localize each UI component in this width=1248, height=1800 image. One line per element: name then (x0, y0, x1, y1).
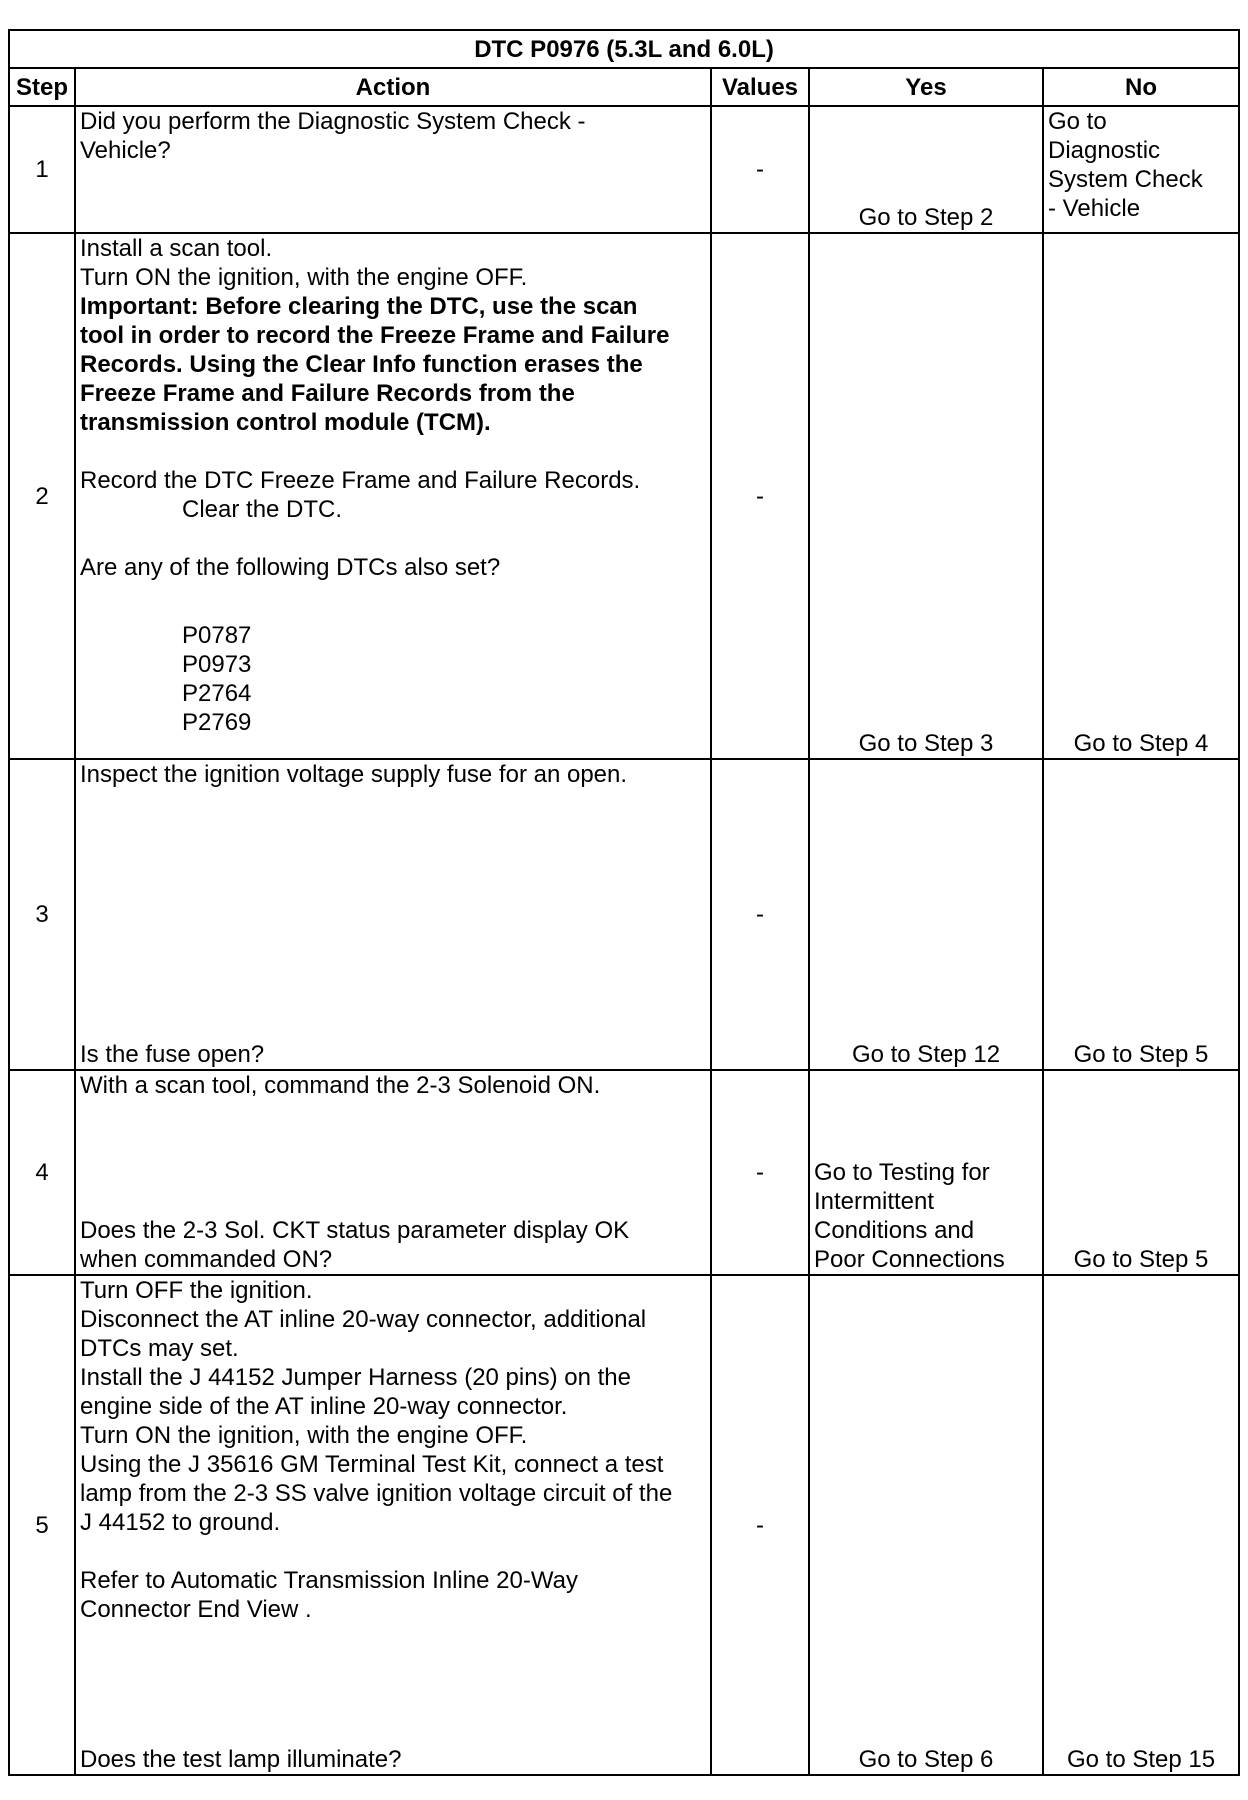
table-row (9, 1070, 1239, 1275)
action-line: Clear the DTC. (182, 496, 343, 523)
header-step: Step (9, 68, 75, 106)
action-question: Does the test lamp illuminate? (80, 1746, 402, 1773)
values-cell: - (711, 233, 809, 759)
step-number: 3 (9, 759, 75, 1070)
header-row (9, 68, 1239, 106)
no-link[interactable]: Go to Step 5 (1073, 1041, 1209, 1068)
values-cell: - (711, 759, 809, 1070)
values-cell: - (711, 106, 809, 233)
action-line: Inspect the ignition voltage supply fuse for an open. (80, 761, 628, 788)
step-number: 1 (9, 106, 75, 233)
no-cell (1043, 1275, 1239, 1775)
table-row (9, 759, 1239, 1070)
dtc-code: P2769 (182, 709, 252, 736)
yes-link[interactable]: Go to Step 3 (858, 730, 994, 757)
yes-link[interactable]: Poor Connections (814, 1246, 1005, 1273)
action-line: Turn OFF the ignition. (80, 1277, 313, 1304)
yes-link[interactable]: Go to Testing for (814, 1159, 990, 1186)
no-link[interactable]: System Check (1048, 166, 1203, 193)
connector-reference-link[interactable]: Connector End View . (80, 1596, 312, 1623)
header-no: No (1043, 68, 1239, 106)
dtc-code: P0973 (182, 651, 252, 678)
yes-cell (809, 1275, 1043, 1775)
important-note: tool in order to record the Freeze Frame and Failure (80, 322, 670, 349)
action-line: DTCs may set. (80, 1335, 239, 1362)
action-line: J 44152 to ground. (80, 1509, 281, 1536)
yes-link[interactable]: Go to Step 12 (851, 1041, 1001, 1068)
action-question-block (80, 1216, 629, 1274)
important-note: transmission control module (TCM). (80, 409, 491, 436)
action-cell (75, 233, 711, 759)
no-link[interactable]: Go to Step 4 (1073, 730, 1209, 757)
important-note: Records. Using the Clear Info function erases the (80, 351, 643, 378)
yes-link[interactable]: Go to Step 2 (858, 204, 994, 231)
action-line: With a scan tool, command the 2-3 Solenoid ON. (80, 1072, 601, 1099)
action-line: Install a scan tool. (80, 235, 273, 262)
action-line: Turn ON the ignition, with the engine OFF. (80, 264, 528, 291)
no-cell (1043, 233, 1239, 759)
no-link[interactable]: Go to Step 15 (1066, 1746, 1216, 1773)
no-link[interactable]: - Vehicle (1048, 195, 1141, 222)
action-cell (75, 106, 711, 233)
dtc-code: P2764 (182, 680, 252, 707)
action-cell (75, 1070, 711, 1275)
values-cell: - (711, 1070, 809, 1275)
action-line: Disconnect the AT inline 20-way connector, additional (80, 1306, 647, 1333)
action-line: Install the J 44152 Jumper Harness (20 pins) on the (80, 1364, 631, 1391)
action-line: engine side of the AT inline 20-way connector. (80, 1393, 568, 1420)
yes-link[interactable]: Go to Step 6 (858, 1746, 994, 1773)
action-line: Record the DTC Freeze Frame and Failure Records. (80, 467, 641, 494)
no-cell (1043, 106, 1239, 233)
no-link[interactable]: Diagnostic (1048, 137, 1161, 164)
action-question: Is the fuse open? (80, 1041, 265, 1068)
values-cell: - (711, 1275, 809, 1775)
table-row (9, 233, 1239, 759)
action-line: Did you perform the Diagnostic System Check - (80, 108, 586, 135)
no-link[interactable]: Go to (1048, 108, 1107, 135)
action-cell (75, 759, 711, 1070)
action-line: Vehicle? (80, 137, 171, 164)
step-number: 5 (9, 1275, 75, 1775)
connector-reference-link[interactable]: Refer to Automatic Transmission Inline 20-Way (80, 1567, 578, 1594)
header-values: Values (711, 68, 809, 106)
important-note: Important: Before clearing the DTC, use the scan (80, 293, 638, 320)
action-line: Are any of the following DTCs also set? (80, 554, 501, 581)
table-row (9, 1275, 1239, 1775)
yes-cell (809, 1070, 1043, 1275)
important-note: Freeze Frame and Failure Records from the (80, 380, 575, 407)
action-cell (75, 1275, 711, 1775)
diagnostic-table (8, 29, 1240, 1776)
action-line: Using the J 35616 GM Terminal Test Kit, connect a test (80, 1451, 664, 1478)
action-line: lamp from the 2-3 SS valve ignition voltage circuit of the (80, 1480, 673, 1507)
yes-cell (809, 759, 1043, 1070)
dtc-code: P0787 (182, 622, 252, 649)
table-row (9, 106, 1239, 233)
header-action: Action (75, 68, 711, 106)
action-line: Turn ON the ignition, with the engine OFF. (80, 1422, 528, 1449)
no-cell (1043, 759, 1239, 1070)
title-row (9, 30, 1239, 68)
table-title: DTC P0976 (5.3L and 6.0L) (9, 30, 1239, 68)
no-link[interactable]: Go to Step 5 (1073, 1246, 1209, 1273)
yes-link[interactable]: Intermittent (814, 1188, 935, 1215)
step-number: 2 (9, 233, 75, 759)
action-question: Does the 2-3 Sol. CKT status parameter display OK (80, 1217, 630, 1244)
header-yes: Yes (809, 68, 1043, 106)
no-cell (1043, 1070, 1239, 1275)
step-number: 4 (9, 1070, 75, 1275)
action-question: when commanded ON? (80, 1246, 333, 1273)
yes-link[interactable]: Conditions and (814, 1217, 975, 1244)
yes-cell (809, 106, 1043, 233)
yes-cell (809, 233, 1043, 759)
